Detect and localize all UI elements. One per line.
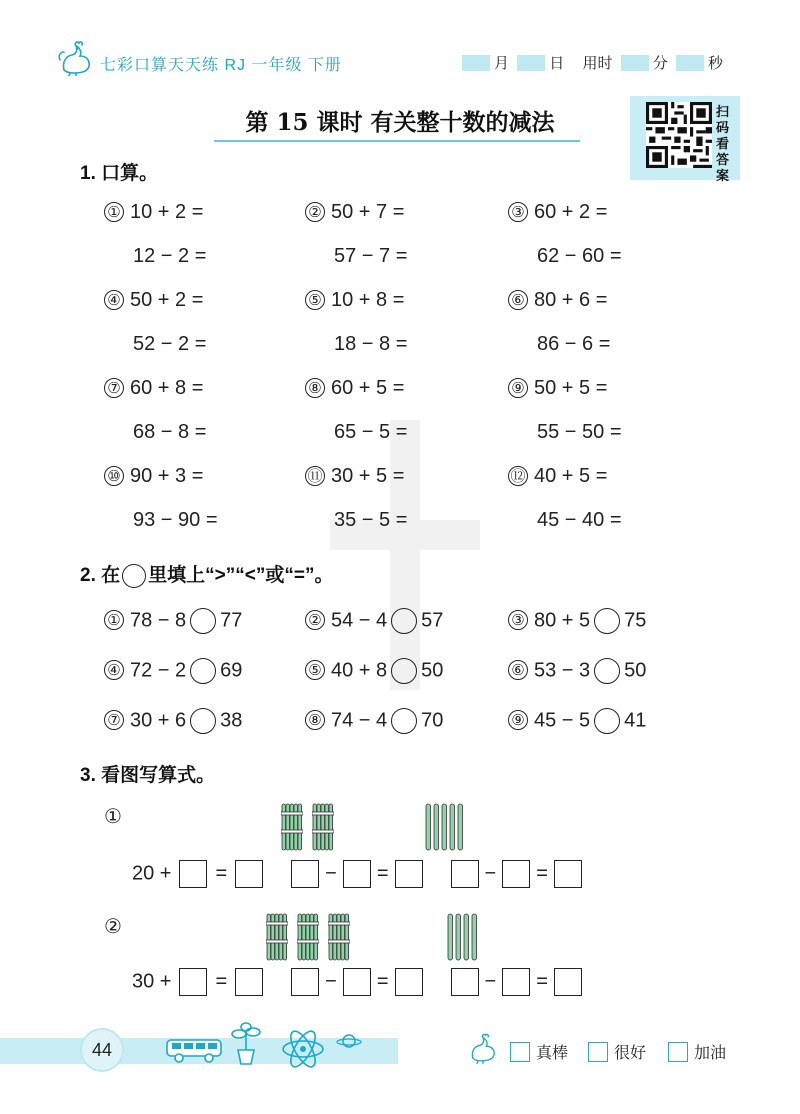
- compare-answer-circle[interactable]: [190, 658, 216, 684]
- calc-expression: 52 − 2 =: [133, 333, 207, 355]
- equation-row: [132, 860, 582, 890]
- minute-label: 分: [652, 55, 668, 72]
- answer-box[interactable]: [343, 968, 371, 996]
- section1-title: 口算。: [101, 163, 159, 184]
- section3-title: 看图写算式。: [101, 765, 216, 786]
- compare-answer-circle[interactable]: [190, 608, 216, 634]
- item-number: ⑫: [508, 466, 528, 486]
- answer-box[interactable]: [451, 968, 479, 996]
- answer-box[interactable]: [554, 968, 582, 996]
- section2-number: 2.: [80, 565, 96, 586]
- minus-sign: −: [484, 970, 497, 993]
- compare-item: [305, 608, 443, 634]
- answer-box[interactable]: [343, 860, 371, 888]
- answer-box[interactable]: [291, 860, 319, 888]
- calc-item-a: [305, 201, 404, 224]
- rating-checkbox[interactable]: [510, 1042, 530, 1062]
- calc-expression: 90 + 3 =: [130, 465, 204, 487]
- calc-expression: 55 − 50 =: [537, 421, 622, 443]
- compare-right: 50: [421, 659, 444, 682]
- compare-answer-circle[interactable]: [391, 658, 417, 684]
- item-number: ①: [104, 202, 124, 222]
- calc-expression: 57 − 7 =: [334, 245, 408, 267]
- background-watermark: [330, 420, 480, 690]
- compare-left: 45 − 5: [534, 709, 591, 732]
- compare-item: [104, 658, 242, 684]
- page-number: 44: [80, 1028, 124, 1072]
- item-number: ⑤: [305, 290, 325, 310]
- rating-great[interactable]: [510, 1040, 568, 1063]
- month-label: 月: [494, 55, 510, 72]
- answer-box[interactable]: [395, 860, 423, 888]
- compare-left: 40 + 8: [331, 659, 388, 682]
- calc-item-a: [104, 465, 203, 488]
- item-number: ⑦: [104, 710, 124, 730]
- rating-label: 真棒: [536, 1045, 569, 1062]
- planet-icon: [336, 1030, 362, 1052]
- item-number: ③: [508, 202, 528, 222]
- calc-expression: 10 + 2 =: [130, 201, 204, 223]
- item-number: ④: [104, 660, 124, 680]
- calc-item-a: [104, 377, 203, 400]
- item-number: ⑪: [305, 466, 325, 486]
- compare-item: [508, 658, 646, 684]
- qr-code-icon[interactable]: [646, 102, 712, 168]
- calc-item-a: [508, 201, 607, 224]
- book-title: 七彩口算天天练 RJ 一年级 下册: [100, 57, 342, 74]
- calc-expression: 86 − 6 =: [537, 333, 611, 355]
- calc-item-b: [334, 333, 407, 356]
- calc-item-b: [537, 333, 610, 356]
- compare-left: 53 − 3: [534, 659, 591, 682]
- item-number: ⑦: [104, 378, 124, 398]
- title-circle-icon: [122, 564, 146, 588]
- calc-expression: 45 − 40 =: [537, 509, 622, 531]
- compare-answer-circle[interactable]: [190, 708, 216, 734]
- calc-item-b: [334, 245, 407, 268]
- calc-expression: 68 − 8 =: [133, 421, 207, 443]
- answer-box[interactable]: [291, 968, 319, 996]
- title-underline: [214, 140, 580, 142]
- answer-box[interactable]: [179, 968, 207, 996]
- item-number: ⑨: [508, 378, 528, 398]
- section3-heading: [80, 760, 215, 787]
- rating-keep-going[interactable]: [668, 1040, 726, 1063]
- potted-plant-icon: [226, 1022, 266, 1066]
- calc-item-b: [537, 245, 622, 268]
- equals-sign: =: [536, 862, 548, 885]
- calc-item-b: [133, 245, 206, 268]
- compare-item: [104, 608, 242, 634]
- compare-left: 80 + 5: [534, 609, 591, 632]
- compare-answer-circle[interactable]: [391, 708, 417, 734]
- calc-item-b: [133, 333, 206, 356]
- calc-expression: 50 + 2 =: [130, 289, 204, 311]
- answer-box[interactable]: [554, 860, 582, 888]
- calc-item-a: [508, 465, 607, 488]
- rooster-mascot-icon: [56, 40, 96, 76]
- answer-box[interactable]: [451, 860, 479, 888]
- section1-number: 1.: [80, 163, 96, 184]
- calc-item-b: [334, 509, 407, 532]
- calc-item-a: [508, 289, 607, 312]
- calc-expression: 18 − 8 =: [334, 333, 408, 355]
- calc-item-b: [334, 421, 407, 444]
- rating-good[interactable]: [588, 1040, 646, 1063]
- item-number: ⑥: [508, 660, 528, 680]
- item-number: ②: [305, 610, 325, 630]
- second-box[interactable]: [676, 55, 704, 71]
- compare-right: 69: [220, 659, 243, 682]
- compare-item: [305, 708, 443, 734]
- problem-number: ①: [104, 806, 122, 828]
- section2-title-before: 在: [101, 565, 121, 586]
- compare-right: 70: [421, 709, 444, 732]
- atom-icon: [280, 1028, 326, 1070]
- section3-number: 3.: [80, 765, 96, 786]
- compare-answer-circle[interactable]: [594, 708, 620, 734]
- compare-left: 30 + 6: [130, 709, 187, 732]
- equals-sign: =: [376, 862, 389, 885]
- rooster-footer-icon: [466, 1032, 500, 1064]
- compare-item: [305, 658, 443, 684]
- equals-sign: =: [376, 970, 389, 993]
- equals-sign: =: [536, 970, 548, 993]
- month-box[interactable]: [462, 55, 490, 71]
- time-used-label: 用时: [582, 55, 613, 72]
- stick-bundle-icon: [328, 912, 350, 962]
- item-number: ⑧: [305, 378, 325, 398]
- compare-left: 72 − 2: [130, 659, 187, 682]
- calc-item-b: [133, 421, 206, 444]
- compare-item: [104, 708, 242, 734]
- compare-left: 74 − 4: [331, 709, 388, 732]
- calc-item-b: [133, 509, 218, 532]
- calc-expression: 12 − 2 =: [133, 245, 207, 267]
- calc-item-a: [104, 201, 203, 224]
- answer-box[interactable]: [502, 968, 530, 996]
- item-number: ⑥: [508, 290, 528, 310]
- day-label: 日: [549, 55, 565, 72]
- compare-left: 78 − 8: [130, 609, 187, 632]
- calc-expression: 80 + 6 =: [534, 289, 608, 311]
- stick-bundle-icon: [312, 802, 334, 852]
- item-number: ③: [508, 610, 528, 630]
- stick-bundle-icon: [297, 912, 319, 962]
- compare-right: 75: [624, 609, 647, 632]
- calc-expression: 93 − 90 =: [133, 509, 218, 531]
- minute-box[interactable]: [621, 55, 649, 71]
- section2-title-after: 里填上“>”“<”或“=”。: [148, 565, 334, 586]
- single-sticks-icon: [446, 912, 482, 962]
- answer-box[interactable]: [235, 968, 263, 996]
- compare-answer-circle[interactable]: [594, 608, 620, 634]
- item-number: ⑤: [305, 660, 325, 680]
- minus-sign: −: [325, 970, 337, 993]
- compare-right: 50: [624, 659, 647, 682]
- item-number: ⑨: [508, 710, 528, 730]
- compare-right: 77: [220, 609, 243, 632]
- calc-expression: 50 + 7 =: [331, 201, 405, 223]
- calc-item-b: [537, 509, 622, 532]
- day-box[interactable]: [517, 55, 545, 71]
- single-sticks-icon: [424, 802, 468, 852]
- rating-label: 很好: [614, 1045, 647, 1062]
- qr-caption: 扫码看答案: [716, 104, 730, 183]
- lesson-title: 第 15 课时 有关整十数的减法: [245, 109, 555, 136]
- item-number: ②: [305, 202, 325, 222]
- compare-answer-circle[interactable]: [594, 658, 620, 684]
- calc-item-a: [305, 465, 404, 488]
- calc-expression: 60 + 8 =: [130, 377, 204, 399]
- compare-answer-circle[interactable]: [391, 608, 417, 634]
- minus-sign: −: [484, 862, 497, 885]
- calc-expression: 65 − 5 =: [334, 421, 408, 443]
- calc-expression: 62 − 60 =: [537, 245, 622, 267]
- calc-expression: 40 + 5 =: [534, 465, 608, 487]
- item-number: ①: [104, 610, 124, 630]
- calc-item-a: [104, 289, 203, 312]
- item-number: ⑧: [305, 710, 325, 730]
- answer-box[interactable]: [235, 860, 263, 888]
- compare-right: 41: [624, 709, 647, 732]
- compare-left: 54 − 4: [331, 609, 388, 632]
- calc-expression: 60 + 2 =: [534, 201, 608, 223]
- answer-box[interactable]: [179, 860, 207, 888]
- equation-lead: 30 +: [132, 970, 172, 993]
- minus-sign: −: [325, 862, 337, 885]
- equals-sign: =: [215, 862, 228, 885]
- bus-icon: [165, 1036, 225, 1064]
- rating-label: 加油: [694, 1045, 727, 1062]
- equation-lead: 20 +: [132, 862, 172, 885]
- rating-checkbox[interactable]: [668, 1042, 688, 1062]
- calc-expression: 10 + 8 =: [331, 289, 405, 311]
- item-number: ④: [104, 290, 124, 310]
- item-number: ⑩: [104, 466, 124, 486]
- calc-item-a: [508, 377, 607, 400]
- compare-item: [508, 608, 646, 634]
- calc-expression: 35 − 5 =: [334, 509, 408, 531]
- stick-bundle-icon: [266, 912, 288, 962]
- calc-item-a: [305, 377, 404, 400]
- compare-right: 57: [421, 609, 444, 632]
- equals-sign: =: [215, 970, 228, 993]
- stick-bundle-icon: [281, 802, 303, 852]
- section2-heading: [80, 560, 333, 588]
- calc-expression: 30 + 5 =: [331, 465, 405, 487]
- compare-right: 38: [220, 709, 243, 732]
- rating-checkbox[interactable]: [588, 1042, 608, 1062]
- equation-row: [132, 968, 582, 998]
- calc-expression: 60 + 5 =: [331, 377, 405, 399]
- calc-item-a: [305, 289, 404, 312]
- compare-item: [508, 708, 646, 734]
- calc-item-b: [537, 421, 622, 444]
- answer-box[interactable]: [395, 968, 423, 996]
- calc-expression: 50 + 5 =: [534, 377, 608, 399]
- section1-heading: [80, 158, 158, 185]
- problem-number: ②: [104, 916, 122, 938]
- second-label: 秒: [707, 55, 723, 72]
- date-time-record: [458, 52, 723, 74]
- answer-box[interactable]: [502, 860, 530, 888]
